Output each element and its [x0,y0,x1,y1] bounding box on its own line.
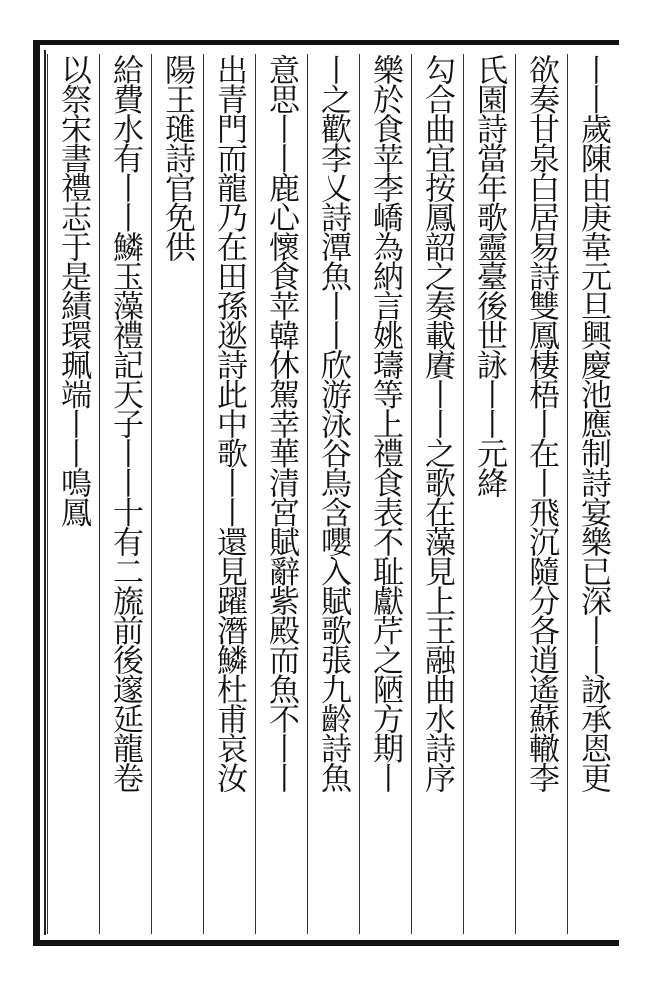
text-column [411,54,463,934]
column-text: 丨丨歲陳由庚韋元旦興慶池應制詩宴樂已深丨丨詠承恩更 [575,54,611,792]
column-text: 勾合曲宜按鳳韶之奏載賡丨丨之歌在藻見上王融曲水詩序 [419,54,455,792]
text-column [307,54,359,934]
column-text: 欲奏甘泉白居易詩雙鳳棲梧丨在丨飛沉隨分各逍遙蘇轍李 [523,54,559,792]
column-text: 丨之歡李乂詩潭魚丨丨欣游泳谷鳥含嚶入賦歌張九齡詩魚 [315,54,351,792]
column-text: 意思丨丨鹿心懷食苹韓休駕幸華清宮賦辭紫殿而魚不丨丨 [263,54,299,792]
text-column [463,54,515,934]
text-column [99,54,151,934]
text-column [359,54,411,934]
inner-rule [44,50,46,935]
text-column [255,54,307,934]
text-column [567,54,619,934]
text-columns [47,54,619,934]
column-text: 給費水有丨丨鱗玉藻禮記天子丨丨十有二旒前後邃延龍卷 [107,54,143,792]
text-column [151,54,203,934]
column-text: 陽王璡詩官免供 [159,54,195,261]
text-column [203,54,255,934]
text-column [515,54,567,934]
column-text: 氏園詩當年歌靈臺後世詠丨丨元絳 [471,54,507,497]
text-column [47,54,99,934]
column-text: 以祭宋書禮志于是績環珮端丨丨鳴鳳 [55,54,91,526]
column-text: 出青門而龍乃在田孫逖詩此中歌丨丨還見躍潛鱗杜甫哀汝 [211,54,247,792]
column-text: 樂於食苹李嶠為納言姚璹等上禮食表不耻獻芹之陋方期丨 [367,54,403,792]
